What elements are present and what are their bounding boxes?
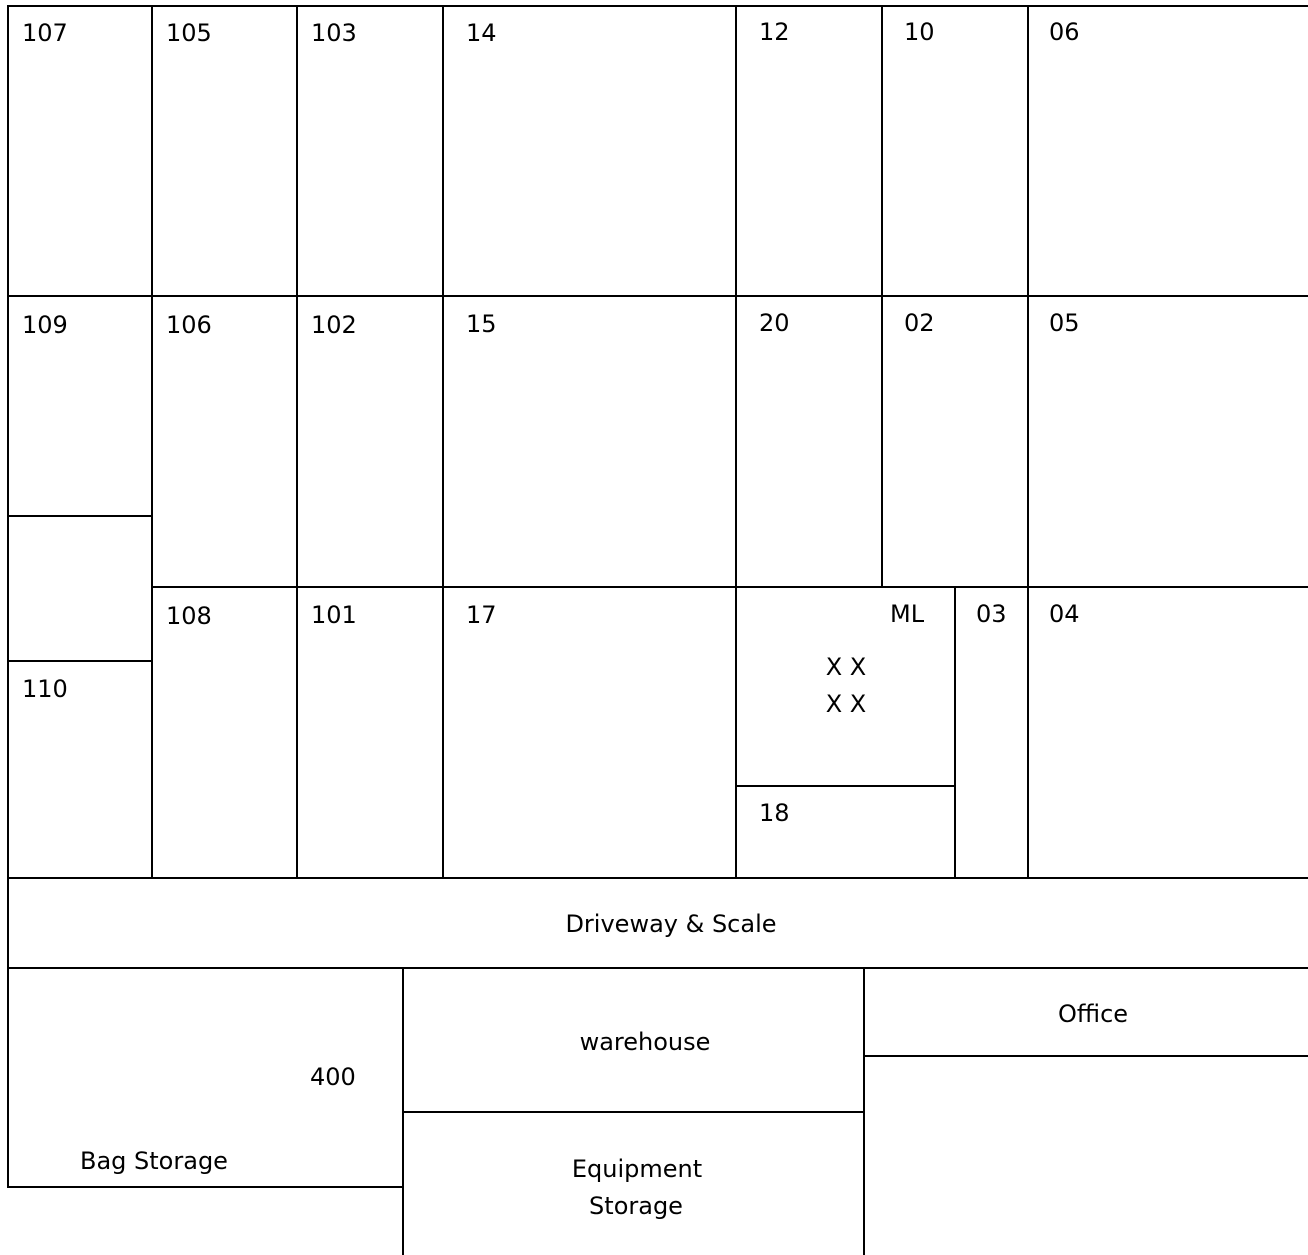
room-ML: ML	[890, 600, 925, 628]
walls	[8, 6, 1308, 1255]
room-06: 06	[1049, 18, 1080, 46]
xx-mark-2: X X	[825, 690, 867, 718]
driveway-scale-label: Driveway & Scale	[565, 910, 777, 938]
room-105: 105	[166, 19, 212, 47]
area-400-label: 400	[310, 1063, 356, 1091]
room-101: 101	[311, 601, 357, 629]
room-102: 102	[311, 311, 357, 339]
area-labels	[80, 910, 1128, 1220]
room-18: 18	[759, 799, 790, 827]
room-02: 02	[904, 309, 935, 337]
bag-storage-label: Bag Storage	[80, 1147, 228, 1175]
room-05: 05	[1049, 309, 1080, 337]
equipment-storage-label-2: Storage	[589, 1192, 683, 1220]
room-15: 15	[466, 310, 497, 338]
room-103: 103	[311, 19, 357, 47]
room-109: 109	[22, 311, 68, 339]
warehouse-label: warehouse	[579, 1028, 711, 1056]
room-12: 12	[759, 18, 790, 46]
room-labels	[22, 18, 1080, 827]
room-14: 14	[466, 19, 497, 47]
room-04: 04	[1049, 600, 1080, 628]
room-03: 03	[976, 600, 1007, 628]
room-20: 20	[759, 309, 790, 337]
room-106: 106	[166, 311, 212, 339]
room-107: 107	[22, 19, 68, 47]
room-110: 110	[22, 675, 68, 703]
equipment-storage-label-1: Equipment	[571, 1155, 703, 1183]
room-108: 108	[166, 602, 212, 630]
room-17: 17	[466, 601, 497, 629]
room-10: 10	[904, 18, 935, 46]
office-label: Office	[1057, 1000, 1129, 1028]
xx-mark-1: X X	[825, 653, 867, 681]
